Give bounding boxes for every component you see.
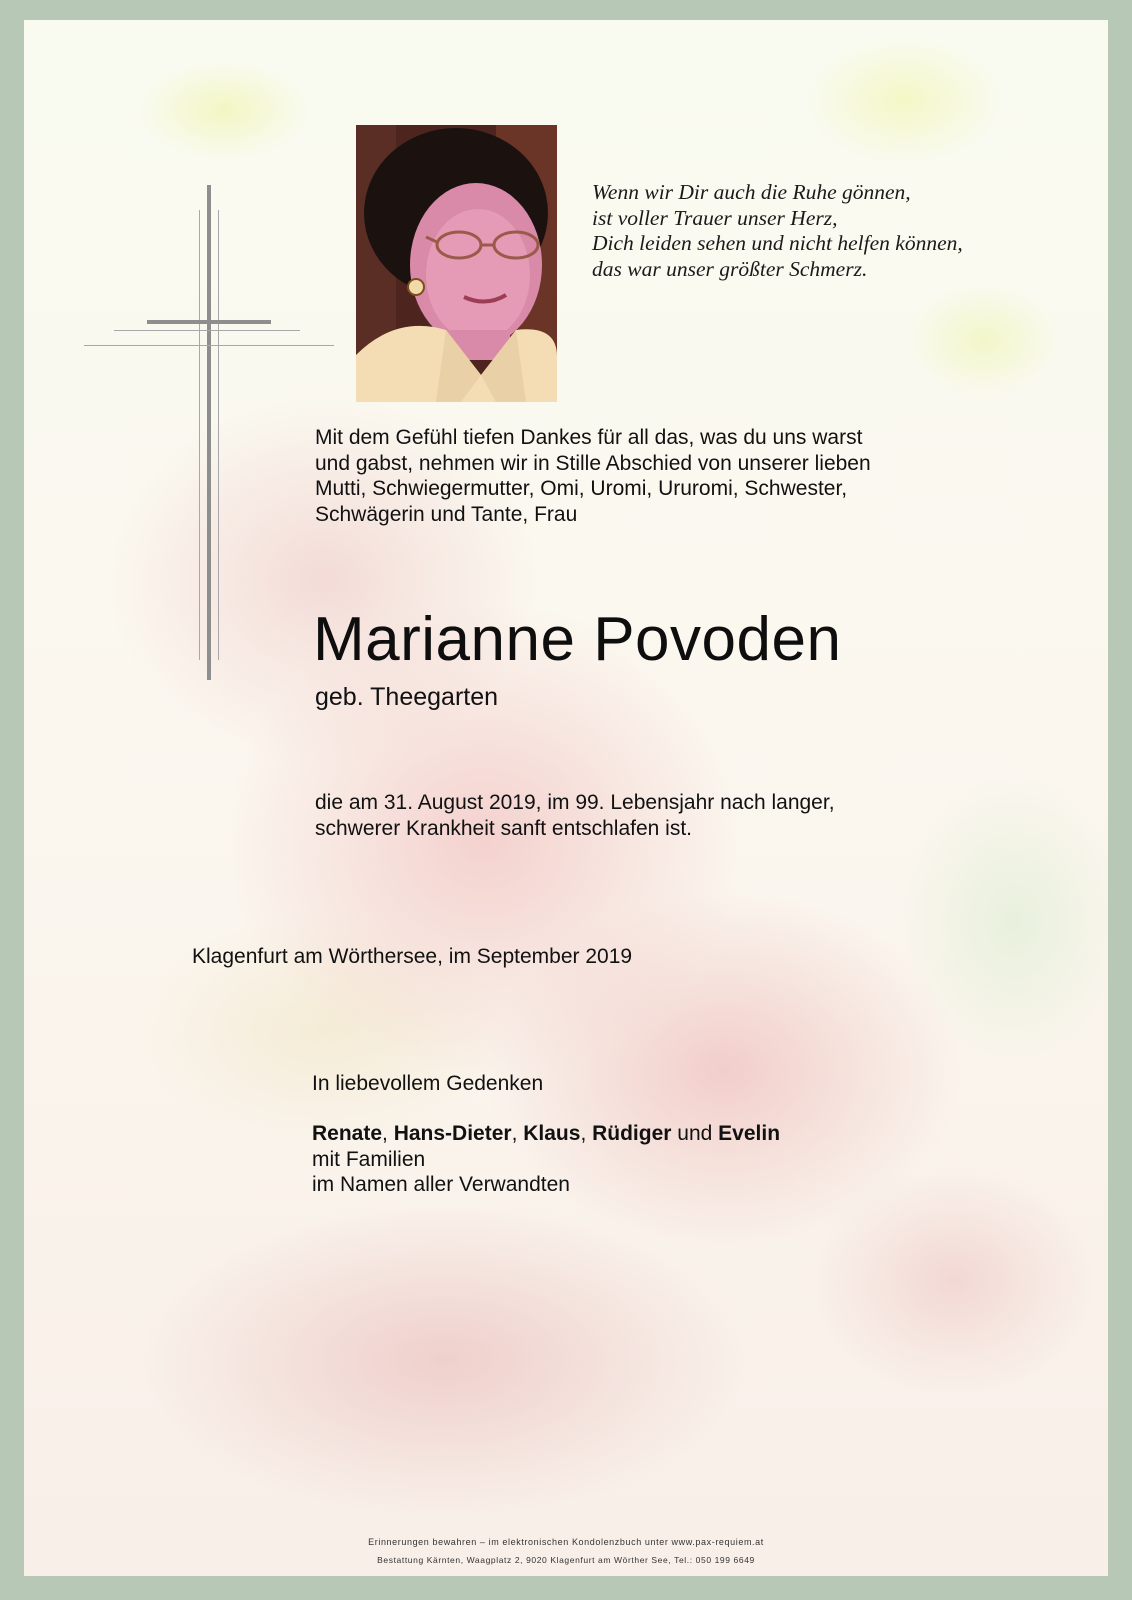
mourners-line2: mit Familien <box>312 1147 426 1171</box>
death-notice <box>315 790 835 841</box>
cross-icon <box>84 180 344 690</box>
mourner-name: Rüdiger <box>592 1122 672 1145</box>
mourner-name: Renate <box>312 1122 383 1145</box>
poem-line: das war unser größter Schmerz. <box>592 256 868 281</box>
footer-condolence-text: Erinnerungen bewahren – im elektronischen Kondolenzbuch unter www.pax-requiem.at <box>368 1537 764 1547</box>
memory-heading: In liebevollem Gedenken <box>312 1072 544 1095</box>
footer-address-text: Bestattung Kärnten, Waagplatz 2, 9020 Klagenfurt am Wörther See, Tel.: 050 199 6649 <box>377 1555 755 1565</box>
mourners <box>312 1121 780 1198</box>
intro-line: und gabst, nehmen wir in Stille Abschied von unserer lieben <box>315 451 871 475</box>
poem-line: Wenn wir Dir auch die Ruhe gönnen, <box>592 180 911 204</box>
death-line: die am 31. August 2019, im 99. Lebensjahr nach langer, <box>315 791 835 814</box>
poem-line: ist voller Trauer unser Herz, <box>592 205 838 230</box>
intro-line: Mutti, Schwiegermutter, Omi, Uromi, Ururomi, Schwester, <box>315 477 848 500</box>
mourner-name: Evelin <box>718 1122 781 1145</box>
parte-card <box>24 20 1108 1576</box>
mourner-name: Hans-Dieter <box>393 1122 512 1145</box>
mourner-name: Klaus <box>523 1122 581 1145</box>
mourners-line3: im Namen aller Verwandten <box>312 1173 570 1196</box>
death-line: schwerer Krankheit sanft entschlafen ist. <box>315 816 693 840</box>
place-date: Klagenfurt am Wörthersee, im September 2019 <box>192 945 633 968</box>
intro-line: Schwägerin und Tante, Frau <box>315 502 578 526</box>
portrait-photo <box>356 125 557 402</box>
intro-line: Mit dem Gefühl tiefen Dankes für all das, was du uns warst <box>315 426 863 449</box>
mourner-names: Renate, Hans-Dieter, Klaus, Rüdiger und Evelin <box>312 1122 781 1145</box>
poem-line: Dich leiden sehen und nicht helfen können, <box>592 231 963 255</box>
poem <box>592 180 1042 282</box>
deceased-name: Marianne Povoden <box>313 605 842 674</box>
intro-text <box>315 425 955 527</box>
birth-name: geb. Theegarten <box>315 683 499 711</box>
